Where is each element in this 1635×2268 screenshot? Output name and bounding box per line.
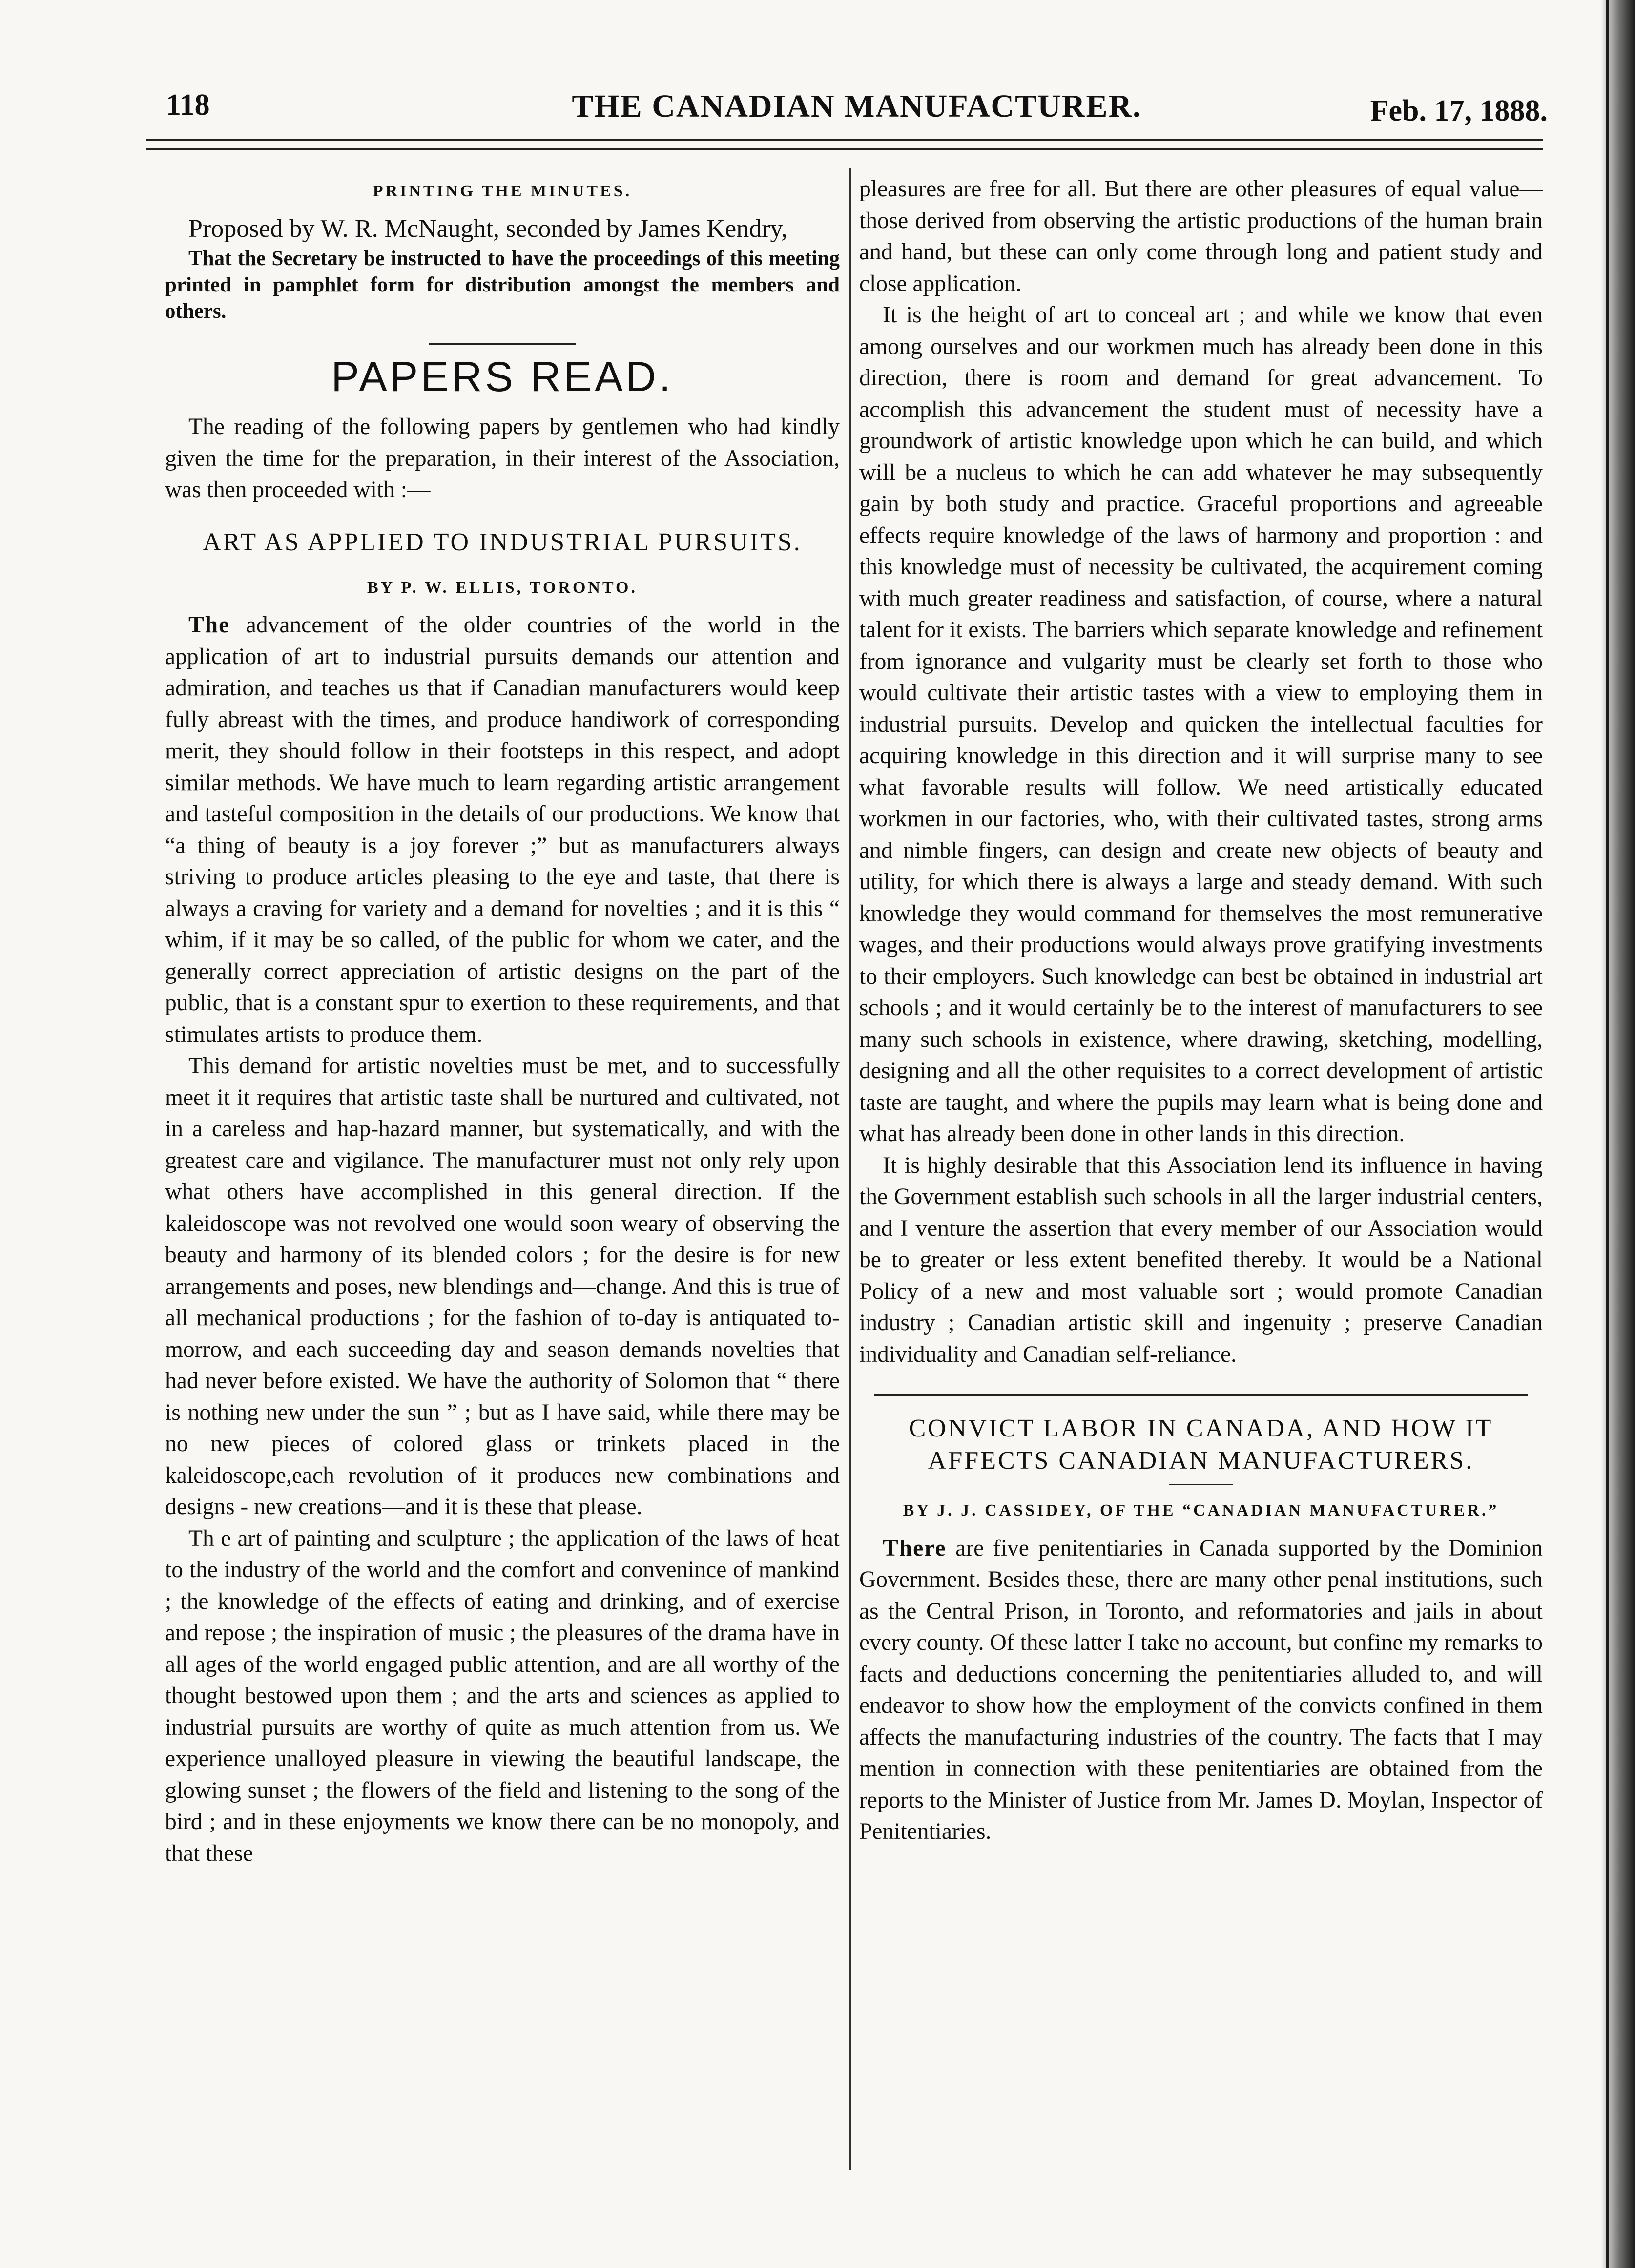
article2-paragraph-1 — [859, 1533, 1543, 1848]
article-separator — [874, 1394, 1528, 1396]
article1-paragraph-3: Th e art of painting and sculpture ; the application of the laws of heat to the industry of the world and the comfort and convenince of mankind ; the knowledge of the effects of eating and drinking, and of exercise and repose ; the inspiration of music ; the pleasures of the drama have in all ages of the world engaged public attention, and are all worthy of the thought bestowed upon them ; and the arts and sciences as applied to industrial pursuits are worthy of quite as much attention from us. We experience unalloyed pleasure in viewing the beautiful landscape, the glowing sunset ; the flowers of the field and listening to the song of the bird ; and in these enjoyments we know there can be no monopoly, and that these — [165, 1525, 840, 1866]
article2-byline: BY J. J. CASSIDEY, OF THE “CANADIAN MANUFACTURER.” — [903, 1501, 1499, 1519]
article1-paragraph-1-text: advancement of the older countries of the world in the application of art to industrial pursuits demands our attention and admiration, and teaches us that if Canadian manufacturers would keep fully abreast with the times, and produce handiwork of corresponding merit, they should follow in their footsteps in this respect, and adopt similar methods. We have much to learn regarding artistic arrangement and tasteful composition in the details of our productions. We know that “a thing of beauty is a joy forever ;” but as manufacturers always striving to produce articles pleasing to the eye and taste, that there is always a craving for variety and a demand for novelties ; and it is this “ whim, if it may be so called, of the public for whom we cater, and the generally correct appreciation of artistic designs on the part of the public, that is a constant spur to exertion to these requirements, and that stimulates artists to produce them. — [165, 612, 840, 1047]
article1-paragraph-1 — [165, 609, 840, 1050]
resolution-text: That the Secretary be instructed to have the proceedings of this meeting printed in pamphlet form for distribution amongst the members and others. — [165, 247, 840, 323]
section-intro: The reading of the following papers by gentlemen who had kindly given the time for the preparation, in their interest of the Association, was then proceeded with :— — [165, 414, 840, 502]
article2-title-rule — [1169, 1484, 1233, 1485]
left-column — [165, 173, 840, 1869]
column-divider — [849, 168, 851, 2170]
binding-edge-shadow — [1601, 0, 1635, 2268]
article2-lead-word: There — [883, 1535, 947, 1561]
article1-paragraph-6: It is highly desirable that this Association lend its influence in having the Government establish such schools in all the larger industrial centers, and I venture the assertion that every member of our Association would be to greater or less extent benefited thereby. It would be a National Policy of a new and most valuable sort ; would promote Canadian industry ; Canadian artistic skill and ingenuity ; preserve Canadian individuality and Canadian self-reliance. — [859, 1152, 1543, 1367]
page-number: 118 — [166, 88, 210, 122]
article1-title: ART AS APPLIED TO INDUSTRIAL PURSUITS. — [203, 528, 802, 556]
article1-paragraph-4: pleasures are free for all. But there are other pleasures of equal value—those derived from observing the artistic productions of the human brain and hand, but these can only come through long and patient study and close application. — [859, 176, 1543, 296]
masthead — [166, 83, 1548, 137]
masthead-rule — [146, 139, 1543, 150]
section-heading: PAPERS READ. — [331, 353, 674, 400]
article1-paragraph-2: This demand for artistic novelties must be met, and to successfully meet it it requires that artistic taste shall be nurtured and cultivated, not in a careless and hap-hazard manner, but systematically, and with the greatest care and vigilance. The manufacturer must not only rely upon what others have accomplished in this general direction. If the kaleidoscope was not revolved one would soon weary of observing the beauty and harmony of its blended colors ; for the desire is for new arrangements and poses, new blendings and—change. And this is true of all mechanical productions ; for the fashion of to-day is antiquated to-morrow, and each succeeding day and season demands novelties that had never before existed. We have the authority of Solomon that “ there is nothing new under the sun ” ; but as I have said, while there may be no new pieces of colored glass or trinkets placed in the kaleidoscope,each revolution of it produces new combinations and designs - new creations—and it is these that please. — [165, 1053, 840, 1519]
section-rule — [429, 343, 576, 345]
minutes-heading: PRINTING THE MINUTES. — [373, 182, 632, 200]
issue-date: Feb. 17, 1888. — [1370, 94, 1548, 127]
journal-title: THE CANADIAN MANUFACTURER. — [572, 88, 1142, 124]
article1-paragraph-5: It is the height of art to conceal art ; and while we know that even among ourselves and our workmen much has already been done in this direction, there is room and demand for great advancement. To accomplish this advancement the student must of necessity have a groundwork of artistic knowledge upon which he can build, and which will be a nucleus to which he can add whatever he may subsequently gain by both study and practice. Graceful proportions and agreeable effects require knowledge of the laws of harmony and proportion : and this knowledge must of necessity be cultivated, the acquirement coming with much greater readiness and satisfaction, of course, where a natural talent for it exists. The barriers which separate knowledge and refinement from ignorance and vulgarity must be clearly set forth to those who would cultivate their artistic tastes with a view to employing them in industrial pursuits. Develop and quicken the intellectual faculties for acquiring knowledge in this direction and it will surprise many to see what favorable results will follow. We need artistically educated workmen in our factories, who, with their cultivated tastes, strong arms and nimble fingers, can design and create new objects of beauty and utility, for which there is always a large and steady demand. With such knowledge they would command for themselves the most remunerative wages, and their productions would always prove gratifying investments to their employers. Such knowledge can best be obtained in industrial art schools ; and it would certainly be to the interest of manufacturers to see many such schools in existence, where drawing, sketching, modelling, designing and all the other requisites to a correct development of artistic taste are taught, and where the pupils may learn what is being done and what has already been done in other lands in this direction. — [859, 302, 1543, 1146]
article1-lead-word: The — [188, 612, 230, 638]
article2-paragraph-1-text: are five penitentiaries in Canada supported by the Dominion Government. Besides these, there are many other penal institutions, such as the Central Prison, in Toronto, and reformatories and jails in about every county. Of these latter I take no account, but confine my remarks to facts and deductions concerning the penitentiaries alluded to, and will endeavor to show how the employment of the convicts confined in them affects the manufacturing industries of the country. The facts that I may mention in connection with these penitentiaries are obtained from the reports to the Minister of Justice from Mr. James D. Moylan, Inspector of Penitentiaries. — [859, 1535, 1543, 1844]
article1-byline: BY P. W. ELLIS, TORONTO. — [367, 578, 638, 597]
motion-text: Proposed by W. R. McNaught, seconded by James Kendry, — [188, 214, 788, 243]
article2-title: CONVICT LABOR IN CANADA, AND HOW IT AFFECTS CANADIAN MANUFACTURERS. — [909, 1415, 1493, 1475]
right-column — [859, 173, 1543, 1848]
